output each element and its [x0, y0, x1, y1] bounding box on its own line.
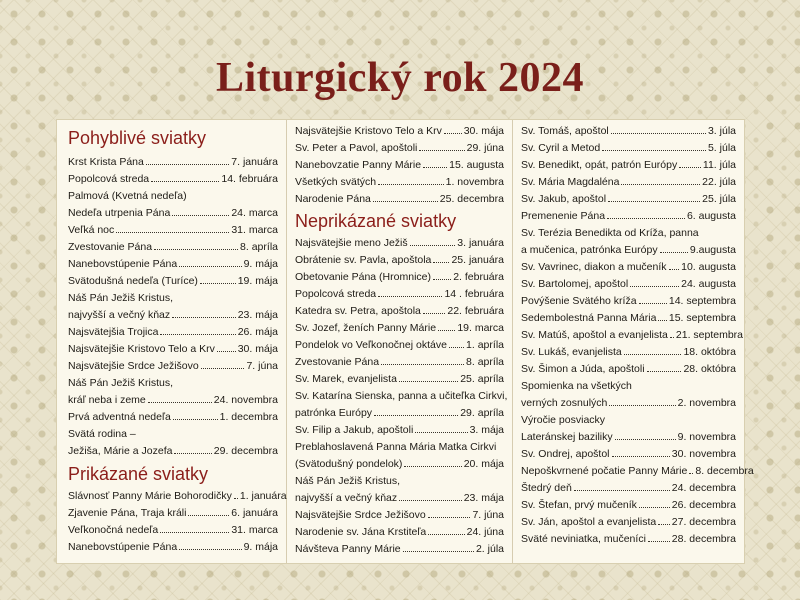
feast-row — [295, 422, 504, 439]
feast-name: Sv. Ján, apoštol a evanjelista — [521, 516, 657, 528]
feast-name: najvyšší a večný kňaz — [295, 492, 398, 504]
dot-leader — [689, 473, 693, 474]
feast-name: Návšteva Panny Márie — [295, 543, 401, 555]
feast-date: 1. novembra — [445, 176, 504, 188]
feast-date: 24. marca — [231, 207, 278, 219]
feast-name: Lateránskej baziliky — [521, 431, 613, 443]
feast-row — [521, 225, 736, 242]
dot-leader — [658, 524, 670, 525]
dot-leader — [624, 354, 682, 355]
feast-row — [521, 446, 736, 463]
feast-row — [521, 378, 736, 395]
list-obligatory-feasts-continued — [295, 123, 504, 208]
feast-row — [295, 191, 504, 208]
feast-date: 27. decembra — [671, 516, 736, 528]
dot-leader — [160, 334, 235, 335]
feast-date: 2. februára — [453, 271, 504, 283]
dot-leader — [611, 133, 706, 134]
feast-date: 26. mája — [237, 326, 278, 338]
feast-name: Najsvätejšie Kristovo Telo a Krv — [68, 343, 215, 355]
feast-row — [68, 205, 278, 222]
feast-date: 25. decembra — [439, 193, 504, 205]
feast-date: 3. júla — [707, 125, 736, 137]
feast-row — [295, 388, 508, 405]
feast-name: Sv. Ondrej, apoštol — [521, 448, 610, 460]
feast-name: Zvestovanie Pána — [295, 356, 380, 368]
dot-leader — [621, 184, 700, 185]
dot-leader — [608, 201, 700, 202]
dot-leader — [658, 320, 666, 321]
feast-row — [68, 290, 278, 307]
feast-name: Preblahoslavená Panna Mária Matka Cirkvi — [295, 441, 497, 453]
feast-name: Náš Pán Ježiš Kristus, — [68, 292, 174, 304]
feast-name: Výročie posviacky — [521, 414, 606, 426]
dot-leader — [648, 541, 670, 542]
dot-leader — [449, 347, 464, 348]
feast-name: Sv. Lukáš, evanjelista — [521, 346, 622, 358]
feast-row — [295, 337, 504, 354]
feast-name: Sv. Terézia Benedikta od Kríža, panna — [521, 227, 699, 239]
dot-leader — [428, 534, 464, 535]
feast-date: 25. apríla — [460, 373, 504, 385]
feast-name: Povýšenie Svätého kríža — [521, 295, 637, 307]
feast-date: 6. augusta — [686, 210, 736, 222]
feast-date: 3. januára — [457, 237, 504, 249]
feast-name: Obrátenie sv. Pavla, apoštola — [295, 254, 432, 266]
dot-leader — [433, 279, 451, 280]
dot-leader — [669, 269, 680, 270]
feast-date: 5. júla — [707, 142, 736, 154]
feast-row — [295, 405, 504, 422]
feast-name: Krst Krista Pána — [68, 156, 144, 168]
feast-date: 14. februára — [221, 173, 278, 185]
dot-leader — [399, 381, 458, 382]
heading-movable-feasts: Pohyblivé sviatky — [68, 128, 207, 148]
feast-name: Pondelok vo Veľkonočnej oktáve — [295, 339, 447, 351]
feast-date: 24. decembra — [671, 482, 736, 494]
feast-name: Palmová (Kvetná nedeľa) — [68, 190, 187, 202]
feast-row — [68, 239, 278, 256]
feast-row — [295, 490, 504, 507]
feast-name: a mučenica, patrónka Európy — [521, 244, 658, 256]
dot-leader — [415, 432, 467, 433]
feast-row — [521, 344, 736, 361]
page-title: Liturgický rok 2024 — [215, 55, 585, 101]
feast-date: 30. mája — [463, 125, 504, 137]
feast-date: 6. januára — [231, 507, 278, 519]
feast-name: Slávnosť Panny Márie Bohorodičky — [68, 490, 232, 502]
feast-row — [295, 473, 504, 490]
feast-date: 30. novembra — [671, 448, 736, 460]
feast-date: 9. novembra — [677, 431, 736, 443]
feast-name: Sv. Cyril a Metod — [521, 142, 601, 154]
feast-date: 29. júna — [466, 142, 504, 154]
dot-leader — [660, 252, 688, 253]
feast-row — [68, 505, 278, 522]
feast-date: 21. septembra — [675, 329, 744, 341]
feast-name: Svätá rodina – — [68, 428, 136, 440]
feast-date: 10. augusta — [681, 261, 736, 273]
feast-name: Nanebovstúpenie Pána — [68, 258, 178, 270]
feast-row — [68, 409, 278, 426]
feast-row — [521, 242, 736, 259]
feast-name: Nanebovzatie Panny Márie — [295, 159, 422, 171]
feast-name: Svätodušná nedeľa (Turíce) — [68, 275, 198, 287]
dot-leader — [116, 232, 229, 233]
dot-leader — [179, 266, 241, 267]
feast-row — [521, 412, 736, 429]
dot-leader — [179, 549, 241, 550]
dot-leader — [670, 337, 674, 338]
feast-name: patrónka Európy — [295, 407, 373, 419]
feast-name: Prvá adventná nedeľa — [68, 411, 171, 423]
list-non-obligatory-feasts — [295, 235, 508, 558]
feast-date: 2. novembra — [677, 397, 736, 409]
dot-leader — [172, 317, 236, 318]
feast-name: Popolcová streda — [68, 173, 150, 185]
feast-row — [295, 507, 504, 524]
feast-row — [521, 531, 736, 548]
dot-leader — [444, 133, 462, 134]
list-obligatory-feasts — [68, 488, 287, 556]
dot-leader — [574, 490, 670, 491]
feast-row — [521, 514, 736, 531]
feast-row — [295, 303, 504, 320]
feast-row — [521, 429, 736, 446]
feast-row — [295, 235, 504, 252]
dot-leader — [399, 500, 462, 501]
feast-name: Najsvätejšie Srdce Ježišovo — [295, 509, 426, 521]
dot-leader — [234, 498, 238, 499]
feast-row — [521, 276, 736, 293]
feast-name: najvyšší a večný kňaz — [68, 309, 171, 321]
dot-leader — [151, 181, 219, 182]
feast-date: 8. apríla — [240, 241, 278, 253]
feast-row — [68, 522, 278, 539]
feast-row — [521, 293, 736, 310]
feast-name: Veľkonočná nedeľa — [68, 524, 159, 536]
feast-row — [295, 354, 504, 371]
feast-row — [68, 375, 278, 392]
dot-leader — [419, 150, 464, 151]
feast-date: 25. januára — [451, 254, 504, 266]
feast-date: 1. januára — [239, 490, 287, 502]
dot-leader — [173, 419, 218, 420]
feast-row — [68, 539, 278, 556]
feast-row — [521, 361, 736, 378]
dot-leader — [148, 402, 212, 403]
feast-name: Zvestovanie Pána — [68, 241, 153, 253]
feast-date: 3. mája — [469, 424, 504, 436]
feast-row — [68, 188, 278, 205]
feast-row — [521, 327, 744, 344]
feast-date: 24. júna — [466, 526, 504, 538]
heading-obligatory-feasts: Prikázané sviatky — [68, 464, 209, 484]
feast-date: 9. mája — [243, 258, 278, 270]
feast-name: Náš Pán Ježiš Kristus, — [68, 377, 174, 389]
feast-row — [68, 392, 278, 409]
feast-date: 8. apríla — [466, 356, 504, 368]
feast-row — [521, 480, 736, 497]
feast-row — [295, 541, 504, 558]
feast-name: Narodenie Pána — [295, 193, 371, 205]
dot-leader — [438, 330, 455, 331]
feast-date: 7. júna — [246, 360, 278, 372]
feast-name: Sv. Bartolomej, apoštol — [521, 278, 629, 290]
feast-name: Sv. Katarína Sienska, panna a učiteľka Cirkvi, — [295, 390, 508, 402]
feast-row — [295, 140, 504, 157]
feast-date: 1. decembra — [219, 411, 278, 423]
feast-row — [521, 497, 736, 514]
feast-date: 14 . februára — [444, 288, 504, 300]
feast-row — [68, 222, 278, 239]
dot-leader — [410, 245, 456, 246]
feast-date: 31. marca — [231, 224, 278, 236]
feast-row — [295, 269, 504, 286]
dot-leader — [188, 515, 229, 516]
feast-date: 26. decembra — [671, 499, 736, 511]
list-non-obligatory-feasts-continued — [521, 123, 754, 548]
feast-row — [68, 358, 278, 375]
feast-date: 28. októbra — [683, 363, 736, 375]
dot-leader — [172, 215, 229, 216]
feast-date: 14. septembra — [668, 295, 736, 307]
feast-name: Najsvätejšie Kristovo Telo a Krv — [295, 125, 442, 137]
feast-name: Zjavenie Pána, Traja králi — [68, 507, 187, 519]
feast-row — [295, 439, 504, 456]
feast-date: 15. septembra — [668, 312, 736, 324]
dot-leader — [374, 415, 458, 416]
feast-row — [295, 456, 504, 473]
feast-row — [521, 140, 736, 157]
feast-name: Veľká noc — [68, 224, 115, 236]
feast-name: Štedrý deň — [521, 482, 572, 494]
feast-row — [521, 463, 754, 480]
calendar-panel — [57, 120, 754, 563]
feast-date: 25. júla — [702, 193, 736, 205]
feast-name: Obetovanie Pána (Hromnice) — [295, 271, 431, 283]
feast-name: Všetkých svätých — [295, 176, 377, 188]
feast-name: Narodenie sv. Jána Krstiteľa — [295, 526, 427, 538]
dot-leader — [607, 218, 685, 219]
dot-leader — [647, 371, 682, 372]
dot-leader — [200, 283, 236, 284]
feast-name: kráľ neba i zeme — [68, 394, 146, 406]
feast-date: 20. mája — [463, 458, 504, 470]
feast-name: Katedra sv. Petra, apoštola — [295, 305, 421, 317]
feast-name: Najsvätejšia Trojica — [68, 326, 159, 338]
dot-leader — [378, 296, 442, 297]
dot-leader — [639, 507, 670, 508]
feast-name: Najsvätejšie meno Ježiš — [295, 237, 408, 249]
feast-row — [68, 488, 287, 505]
dot-leader — [403, 551, 474, 552]
feast-name: Najsvätejšie Srdce Ježišovo — [68, 360, 199, 372]
feast-date: 1. apríla — [466, 339, 504, 351]
dot-leader — [433, 262, 449, 263]
feast-name: Sv. Peter a Pavol, apoštoli — [295, 142, 418, 154]
feast-name: Nanebovstúpenie Pána — [68, 541, 178, 553]
dot-leader — [609, 405, 675, 406]
feast-name: Sv. Marek, evanjelista — [295, 373, 397, 385]
feast-name: Sedembolestná Panna Mária — [521, 312, 657, 324]
column-1 — [57, 120, 287, 563]
feast-name: (Svätodušný pondelok) — [295, 458, 403, 470]
dot-leader — [602, 150, 706, 151]
feast-date: 29. decembra — [213, 445, 278, 457]
feast-row — [68, 426, 278, 443]
dot-leader — [201, 368, 245, 369]
feast-date: 7. júna — [472, 509, 504, 521]
feast-name: Sv. Štefan, prvý mučeník — [521, 499, 637, 511]
dot-leader — [423, 313, 445, 314]
feast-row — [68, 443, 278, 460]
feast-name: Sväté neviniatka, mučeníci — [521, 533, 646, 545]
feast-row — [521, 174, 736, 191]
feast-date: 22. februára — [447, 305, 504, 317]
feast-date: 8. decembra — [695, 465, 754, 477]
feast-date: 29. apríla — [460, 407, 504, 419]
feast-date: 15. augusta — [449, 159, 504, 171]
dot-leader — [174, 453, 211, 454]
feast-name: Náš Pán Ježiš Kristus, — [295, 475, 401, 487]
dot-leader — [373, 201, 438, 202]
dot-leader — [160, 532, 229, 533]
feast-date: 22. júla — [702, 176, 736, 188]
dot-leader — [679, 167, 701, 168]
feast-date: 24. augusta — [681, 278, 736, 290]
feast-name: Ježiša, Márie a Jozefa — [68, 445, 173, 457]
dot-leader — [146, 164, 229, 165]
feast-name: Nedeľa utrpenia Pána — [68, 207, 171, 219]
feast-name: Sv. Šimon a Júda, apoštoli — [521, 363, 645, 375]
dot-leader — [612, 456, 670, 457]
feast-date: 9. mája — [243, 541, 278, 553]
feast-row — [295, 371, 504, 388]
dot-leader — [423, 167, 447, 168]
feast-name: Sv. Jozef, ženích Panny Márie — [295, 322, 437, 334]
feast-row — [295, 524, 504, 541]
dot-leader — [428, 517, 471, 518]
feast-date: 18. októbra — [683, 346, 736, 358]
feast-date: 23. mája — [463, 492, 504, 504]
feast-name: verných zosnulých — [521, 397, 608, 409]
feast-name: Sv. Mária Magdaléna — [521, 176, 620, 188]
feast-name: Sv. Tomáš, apoštol — [521, 125, 609, 137]
dot-leader — [381, 364, 464, 365]
feast-name: Spomienka na všetkých — [521, 380, 632, 392]
feast-date: 31. marca — [231, 524, 278, 536]
heading-non-obligatory-feasts: Neprikázané sviatky — [295, 211, 457, 231]
feast-date: 19. mája — [237, 275, 278, 287]
feast-row — [521, 157, 736, 174]
feast-date: 9.augusta — [689, 244, 736, 256]
feast-row — [295, 320, 504, 337]
feast-row — [295, 252, 504, 269]
feast-row — [521, 259, 736, 276]
feast-row — [68, 324, 278, 341]
feast-row — [521, 395, 736, 412]
feast-row — [521, 123, 736, 140]
dot-leader — [217, 351, 236, 352]
feast-date: 11. júla — [702, 159, 736, 171]
feast-row — [295, 174, 504, 191]
feast-date: 24. novembra — [213, 394, 278, 406]
feast-name: Sv. Filip a Jakub, apoštoli — [295, 424, 414, 436]
feast-name: Sv. Matúš, apoštol a evanjelista — [521, 329, 668, 341]
feast-row — [295, 157, 504, 174]
feast-name: Popolcová streda — [295, 288, 377, 300]
dot-leader — [615, 439, 676, 440]
feast-date: 28. decembra — [671, 533, 736, 545]
dot-leader — [154, 249, 238, 250]
feast-name: Premenenie Pána — [521, 210, 606, 222]
feast-name: Sv. Jakub, apoštol — [521, 193, 607, 205]
list-movable-feasts — [68, 154, 278, 460]
feast-date: 30. mája — [237, 343, 278, 355]
feast-name: Sv. Benedikt, opát, patrón Európy — [521, 159, 678, 171]
dot-leader — [639, 303, 667, 304]
feast-row — [295, 286, 504, 303]
feast-name: Sv. Vavrinec, diakon a mučeník — [521, 261, 667, 273]
column-3 — [513, 120, 754, 563]
dot-leader — [404, 466, 461, 467]
feast-row — [68, 154, 278, 171]
feast-row — [295, 123, 504, 140]
feast-row — [68, 341, 278, 358]
dot-leader — [630, 286, 679, 287]
column-2 — [287, 120, 513, 563]
feast-date: 19. marca — [457, 322, 504, 334]
feast-row — [521, 310, 736, 327]
feast-row — [68, 171, 278, 188]
feast-date: 2. júla — [475, 543, 504, 555]
feast-name: Nepoškvrnené počatie Panny Márie — [521, 465, 688, 477]
dot-leader — [378, 184, 444, 185]
feast-row — [68, 307, 278, 324]
feast-row — [521, 208, 736, 225]
feast-row — [68, 256, 278, 273]
feast-row — [521, 191, 736, 208]
feast-row — [68, 273, 278, 290]
feast-date: 23. mája — [237, 309, 278, 321]
feast-date: 7. januára — [231, 156, 278, 168]
